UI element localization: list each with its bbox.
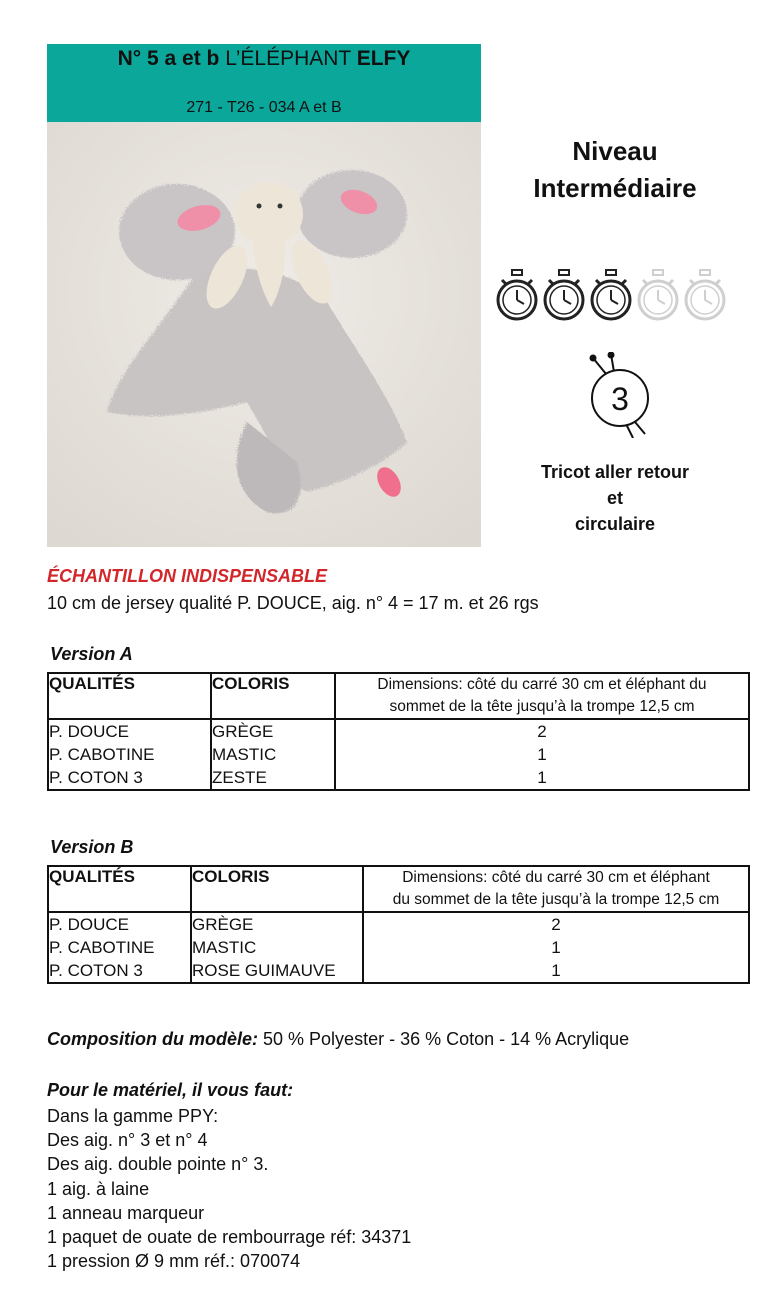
list-item: Des aig. double pointe n° 3. [47, 1154, 269, 1175]
quantity-cell [363, 912, 749, 983]
technique [495, 459, 735, 537]
list-item: Des aig. n° 3 et n° 4 [47, 1130, 208, 1151]
technique-line-2: et [606, 488, 623, 508]
table-row-coloris: GRÈGE [212, 722, 274, 741]
table-row-qualite: P. COTON 3 [49, 961, 143, 980]
table-row-qty: 1 [551, 938, 561, 957]
version-b-table [47, 865, 750, 984]
list-item: 1 paquet de ouate de rembourrage réf: 34371 [47, 1227, 412, 1248]
table-row-qualite: P. DOUCE [49, 722, 129, 741]
stopwatch-filled-icon [592, 270, 630, 319]
difficulty-stopwatches [493, 268, 738, 326]
materials-list [47, 1104, 411, 1273]
title-model: ELFY [356, 47, 411, 70]
stopwatch-empty-icon [686, 270, 724, 319]
stopwatch-filled-icon [498, 270, 536, 319]
version-b-title: Version B [50, 837, 134, 857]
table-row-coloris: ROSE GUIMAUVE [192, 961, 336, 980]
list-item: Dans la gamme PPY: [47, 1106, 219, 1126]
table-row-qty: 1 [551, 961, 561, 980]
gauge-title: ÉCHANTILLON INDISPENSABLE [47, 566, 328, 586]
coloris-cell [191, 912, 363, 983]
version-a-title: Version A [50, 644, 133, 664]
level-label: Niveau [572, 136, 658, 166]
stopwatch-filled-icon [545, 270, 583, 319]
table-row-coloris: MASTIC [212, 745, 277, 764]
qualites-cell [48, 719, 211, 790]
col-coloris: COLORIS [191, 866, 363, 912]
gauge-text: 10 cm de jersey qualité P. DOUCE, aig. n° 4 = 17 m. et 26 rgs [47, 593, 539, 613]
technique-line-3: circulaire [574, 514, 656, 534]
list-item: 1 anneau marqueur [47, 1202, 205, 1223]
technique-line-1: Tricot aller retour [540, 462, 690, 482]
dimensions-line-1: Dimensions: côté du carré 30 cm et éléphant [402, 869, 710, 886]
stopwatch-empty-icon [639, 270, 677, 319]
table-row-qualite: P. COTON 3 [49, 768, 143, 787]
table-row-coloris: GRÈGE [192, 915, 254, 934]
table-row-qualite: P. CABOTINE [49, 938, 155, 957]
stopwatch-icons [493, 268, 738, 326]
col-dimensions [363, 866, 749, 912]
table-row-coloris: ZESTE [212, 768, 267, 787]
table-row-qualite: P. CABOTINE [49, 745, 155, 764]
composition-value: 50 % Polyester - 36 % Coton - 14 % Acrylique [263, 1029, 630, 1049]
title-name: L’ÉLÉPHANT [225, 47, 351, 70]
dimensions-line-2: sommet de la tête jusqu’à la trompe 12,5 cm [389, 698, 695, 715]
table-row-qty: 2 [537, 722, 547, 741]
version-a-table [47, 672, 750, 791]
table-row-qty: 1 [537, 745, 547, 764]
table-row-coloris: MASTIC [192, 938, 257, 957]
list-item: 1 pression Ø 9 mm réf.: 070074 [47, 1251, 301, 1272]
dimensions-line-2: du sommet de la tête jusqu’à la trompe 12,5 cm [392, 891, 720, 908]
level-value: Intermédiaire [533, 173, 697, 203]
needle-size-value: 3 [611, 381, 629, 417]
pattern-reference: 271 - T26 - 034 A et B [186, 99, 342, 116]
elephant-comforter-illustration [47, 122, 481, 547]
table-row-qty: 1 [537, 768, 547, 787]
col-dimensions [335, 673, 749, 719]
difficulty-level [495, 133, 735, 207]
title-number: N° 5 a et b [117, 47, 220, 70]
dimensions-line-1: Dimensions: côté du carré 30 cm et éléphant du [377, 676, 707, 693]
list-item: 1 aig. à laine [47, 1178, 150, 1199]
coloris-cell [211, 719, 335, 790]
table-row-qty: 2 [551, 915, 561, 934]
qualites-cell [48, 912, 191, 983]
col-coloris: COLORIS [211, 673, 335, 719]
table-row-qualite: P. DOUCE [49, 915, 129, 934]
col-qualites: QUALITÉS [48, 673, 211, 719]
quantity-cell [335, 719, 749, 790]
composition-label: Composition du modèle: [47, 1029, 258, 1049]
pattern-title [47, 47, 481, 71]
knitting-needle-badge-icon [583, 352, 659, 438]
composition [47, 1029, 629, 1050]
col-qualites: QUALITÉS [48, 866, 191, 912]
product-photo [47, 122, 481, 547]
materials-title: Pour le matériel, il vous faut: [47, 1080, 294, 1100]
needle-size-badge [583, 352, 659, 438]
